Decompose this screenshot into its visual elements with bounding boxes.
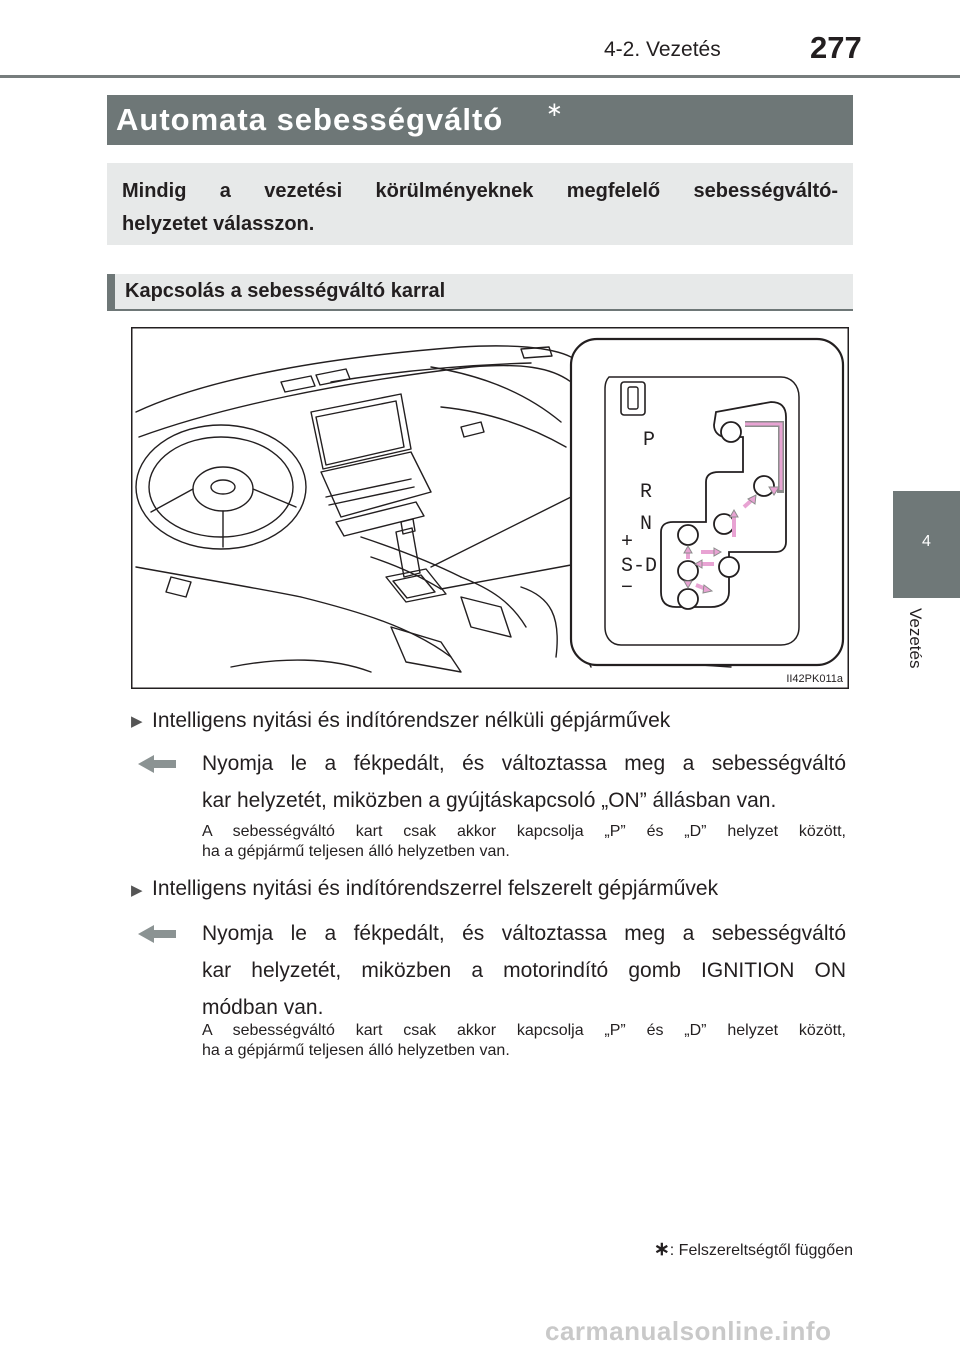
watermark: carmanualsonline.info <box>545 1316 832 1346</box>
section2-note-line-1: A sebességváltó kart csak akkor kapcsolja „P” és „D” helyzet között, <box>202 1022 846 1039</box>
shift-lever-figure <box>131 327 849 689</box>
section1-note-line-2: ha a gépjármű teljesen álló helyzetben van. <box>202 843 510 860</box>
arrow-left-icon <box>138 925 176 943</box>
footnote-marker: ∗ <box>653 1239 670 1260</box>
chapter-label-text: Vezetés <box>906 608 925 669</box>
footnote <box>600 1238 853 1261</box>
gear-label-minus: − <box>621 577 634 600</box>
intro-line-1: Mindig a vezetési körülményeknek megfelelő sebességváltó- <box>122 180 838 202</box>
page-number: 277 <box>810 30 862 65</box>
header-rule <box>0 75 960 78</box>
chapter-number: 4 <box>922 533 931 550</box>
subheading-accent <box>107 274 115 310</box>
section1-instruction <box>202 745 846 819</box>
section1-instruction-line-1: Nyomja le a fékpedált, és változtassa meg a sebességváltó <box>202 752 846 775</box>
section2-note <box>202 1021 846 1061</box>
footnote-text: : Felszereltségtől függően <box>669 1242 853 1259</box>
gate-inset <box>571 339 843 665</box>
section-header: 4-2. Vezetés <box>604 38 721 61</box>
subheading: Kapcsolás a sebességváltó karral <box>125 280 446 302</box>
chapter-label <box>905 608 929 680</box>
page-title: Automata sebességváltó <box>116 102 504 137</box>
section1-note <box>202 822 846 862</box>
arrow-left-icon <box>138 755 176 773</box>
section2-note-line-2: ha a gépjármű teljesen álló helyzetben van. <box>202 1042 510 1059</box>
section1-note-line-1: A sebességváltó kart csak akkor kapcsolja „P” és „D” helyzet között, <box>202 823 846 840</box>
bullet-icon: ▶ <box>131 713 143 730</box>
section2-instruction-line-2: kar helyzetét, miközben a motorindító gomb IGNITION ON <box>202 959 846 982</box>
intro-line-2: helyzetet válasszon. <box>122 213 315 235</box>
section2-instruction-line-3: módban van. <box>202 996 324 1019</box>
section2-instruction-line-1: Nyomja le a fékpedált, és változtassa meg a sebességváltó <box>202 922 846 945</box>
section1-instruction-line-2: kar helyzetét, miközben a gyújtáskapcsoló „ON” állásban van. <box>202 789 777 812</box>
gear-label-plus: + <box>621 531 634 554</box>
subheading-rule <box>107 309 853 311</box>
section2-instruction <box>202 915 846 1026</box>
title-footnote-marker: ∗ <box>546 99 563 121</box>
gear-label-n: N <box>640 513 653 536</box>
bullet-icon: ▶ <box>131 882 143 899</box>
section1-heading: Intelligens nyitási és indítórendszer nélküli gépjárművek <box>152 709 671 732</box>
gear-label-p: P <box>643 429 656 452</box>
section2-heading: Intelligens nyitási és indítórendszerrel felszerelt gépjárművek <box>152 877 719 900</box>
figure-code: II42PK011a <box>786 673 843 685</box>
gear-label-r: R <box>640 481 653 504</box>
gear-label-sd: S-D <box>621 555 658 578</box>
